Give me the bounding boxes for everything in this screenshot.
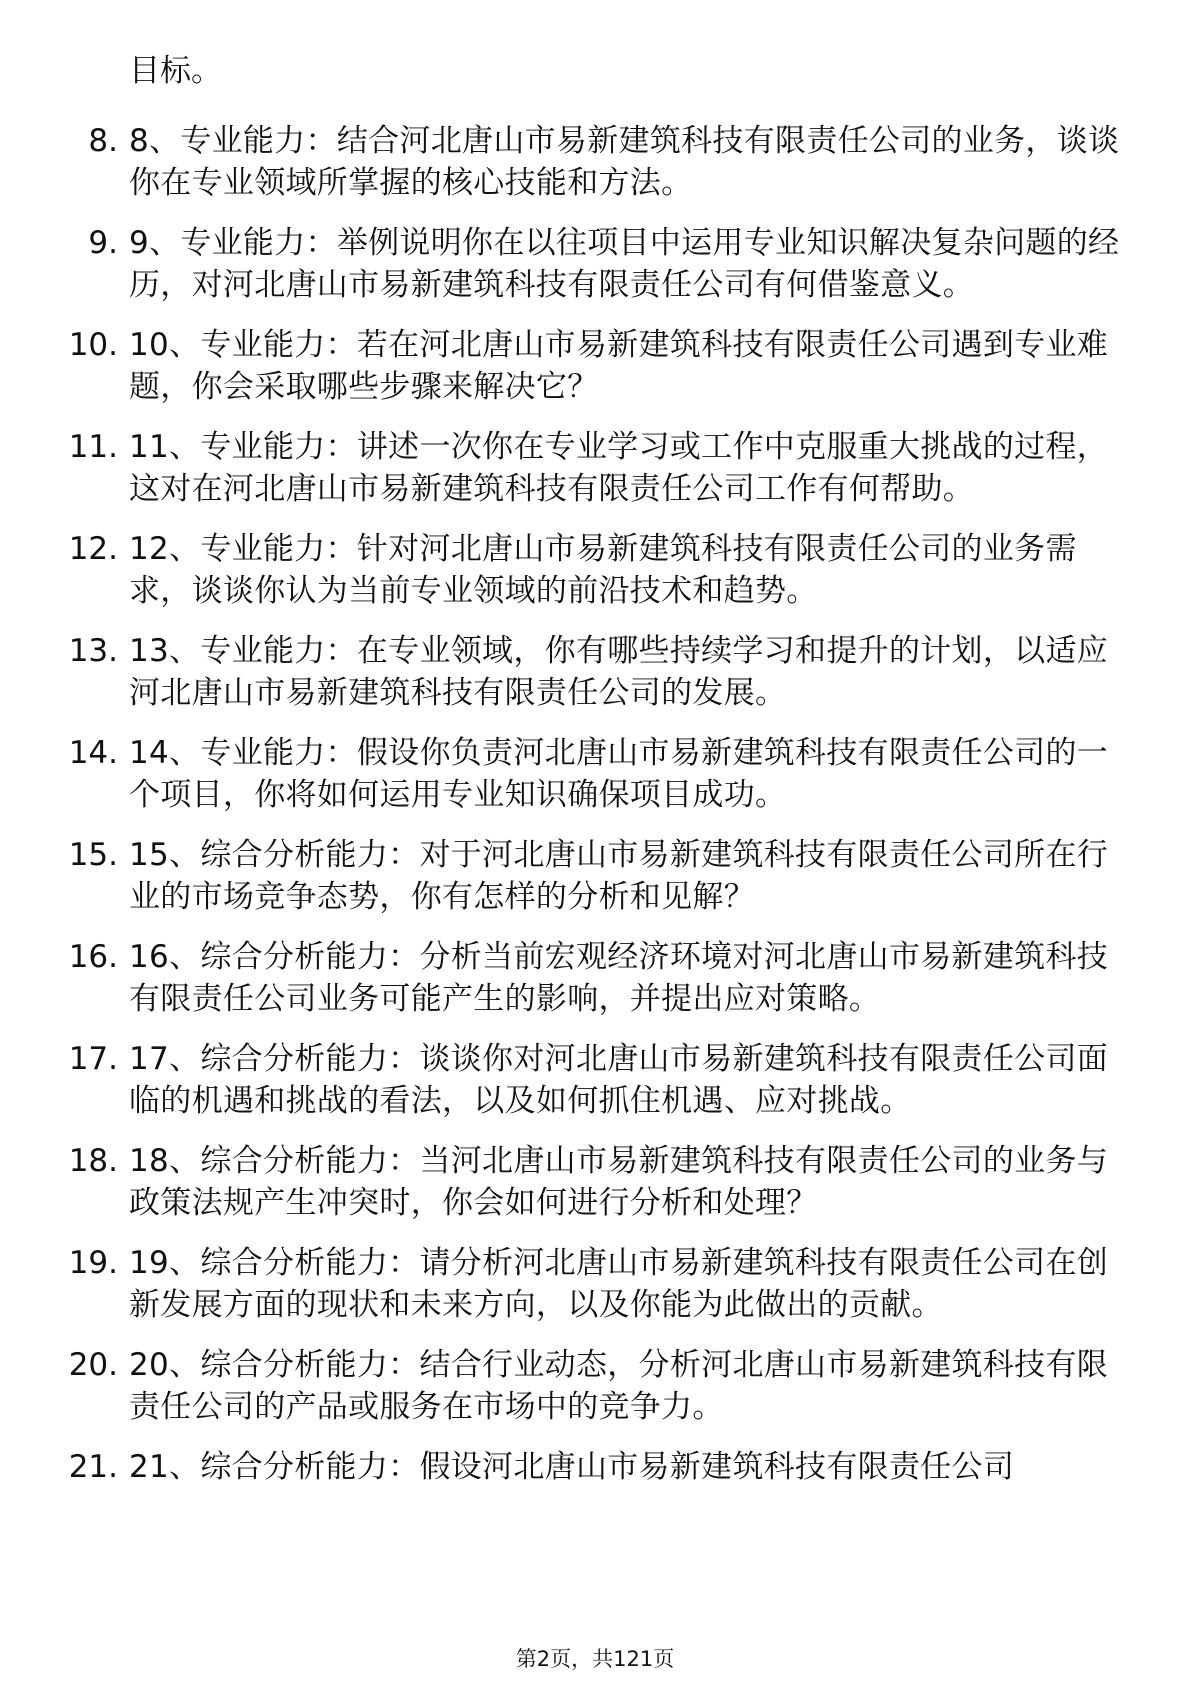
item-number: 17. (68, 1041, 118, 1077)
list-item (0, 732, 1190, 816)
list-item (0, 1242, 1190, 1326)
list-item (0, 1344, 1190, 1428)
item-number: 13. (68, 633, 118, 669)
item-number: 11. (68, 429, 118, 465)
list-item (0, 120, 1190, 204)
item-number: 20. (68, 1347, 118, 1383)
question-text: 14、专业能力：假设你负责河北唐山市易新建筑科技有限责任公司的一个项目，你将如何运用专业知识确保项目成功。 (129, 735, 1109, 813)
item-number: 21. (68, 1449, 118, 1485)
question-text: 13、专业能力：在专业领域，你有哪些持续学习和提升的计划，以适应河北唐山市易新建筑科技有限责任公司的发展。 (129, 633, 1109, 711)
list-item (0, 1140, 1190, 1224)
question-text: 17、综合分析能力：谈谈你对河北唐山市易新建筑科技有限责任公司面临的机遇和挑战的看法，以及如何抓住机遇、应对挑战。 (129, 1041, 1109, 1119)
item-number: 8. (88, 123, 118, 159)
question-text: 11、专业能力：讲述一次你在专业学习或工作中克服重大挑战的过程，这对在河北唐山市易新建筑科技有限责任公司工作有何帮助。 (129, 429, 1109, 507)
page-footer: 第2页，共121页 (515, 1647, 675, 1671)
question-text: 21、综合分析能力：假设河北唐山市易新建筑科技有限责任公司 (129, 1449, 1015, 1485)
question-text: 19、综合分析能力：请分析河北唐山市易新建筑科技有限责任公司在创新发展方面的现状和未来方向，以及你能为此做出的贡献。 (129, 1245, 1109, 1323)
item-number: 18. (68, 1143, 118, 1179)
item-number: 14. (68, 735, 118, 771)
question-text: 9、专业能力：举例说明你在以往项目中运用专业知识解决复杂问题的经历，对河北唐山市易新建筑科技有限责任公司有何借鉴意义。 (129, 225, 1120, 303)
list-item (0, 324, 1190, 408)
question-text: 8、专业能力：结合河北唐山市易新建筑科技有限责任公司的业务，谈谈你在专业领域所掌握的核心技能和方法。 (129, 123, 1120, 201)
question-text: 15、综合分析能力：对于河北唐山市易新建筑科技有限责任公司所在行业的市场竞争态势，你有怎样的分析和见解？ (129, 837, 1109, 915)
list-item (0, 630, 1190, 714)
item-number: 15. (68, 837, 118, 873)
list-item (0, 528, 1190, 612)
item-number: 12. (68, 531, 118, 567)
question-text: 20、综合分析能力：结合行业动态，分析河北唐山市易新建筑科技有限责任公司的产品或服务在市场中的竞争力。 (129, 1347, 1109, 1425)
item-number: 10. (68, 327, 118, 363)
list-item (0, 426, 1190, 510)
item-number: 9. (88, 225, 118, 261)
item-number: 16. (68, 939, 118, 975)
list-item (0, 222, 1190, 306)
lead-text: 目标。 (129, 53, 222, 89)
question-list (0, 120, 1190, 1506)
list-item (0, 1038, 1190, 1122)
question-text: 18、综合分析能力：当河北唐山市易新建筑科技有限责任公司的业务与政策法规产生冲突时，你会如何进行分析和处理？ (129, 1143, 1109, 1221)
list-item (0, 1446, 1190, 1488)
list-item (0, 834, 1190, 918)
question-text: 16、综合分析能力：分析当前宏观经济环境对河北唐山市易新建筑科技有限责任公司业务可能产生的影响，并提出应对策略。 (129, 939, 1109, 1017)
question-text: 12、专业能力：针对河北唐山市易新建筑科技有限责任公司的业务需求，谈谈你认为当前专业领域的前沿技术和趋势。 (129, 531, 1077, 609)
list-item (0, 936, 1190, 1020)
question-text: 10、专业能力：若在河北唐山市易新建筑科技有限责任公司遇到专业难题，你会采取哪些步骤来解决它？ (129, 327, 1109, 405)
item-number: 19. (68, 1245, 118, 1281)
